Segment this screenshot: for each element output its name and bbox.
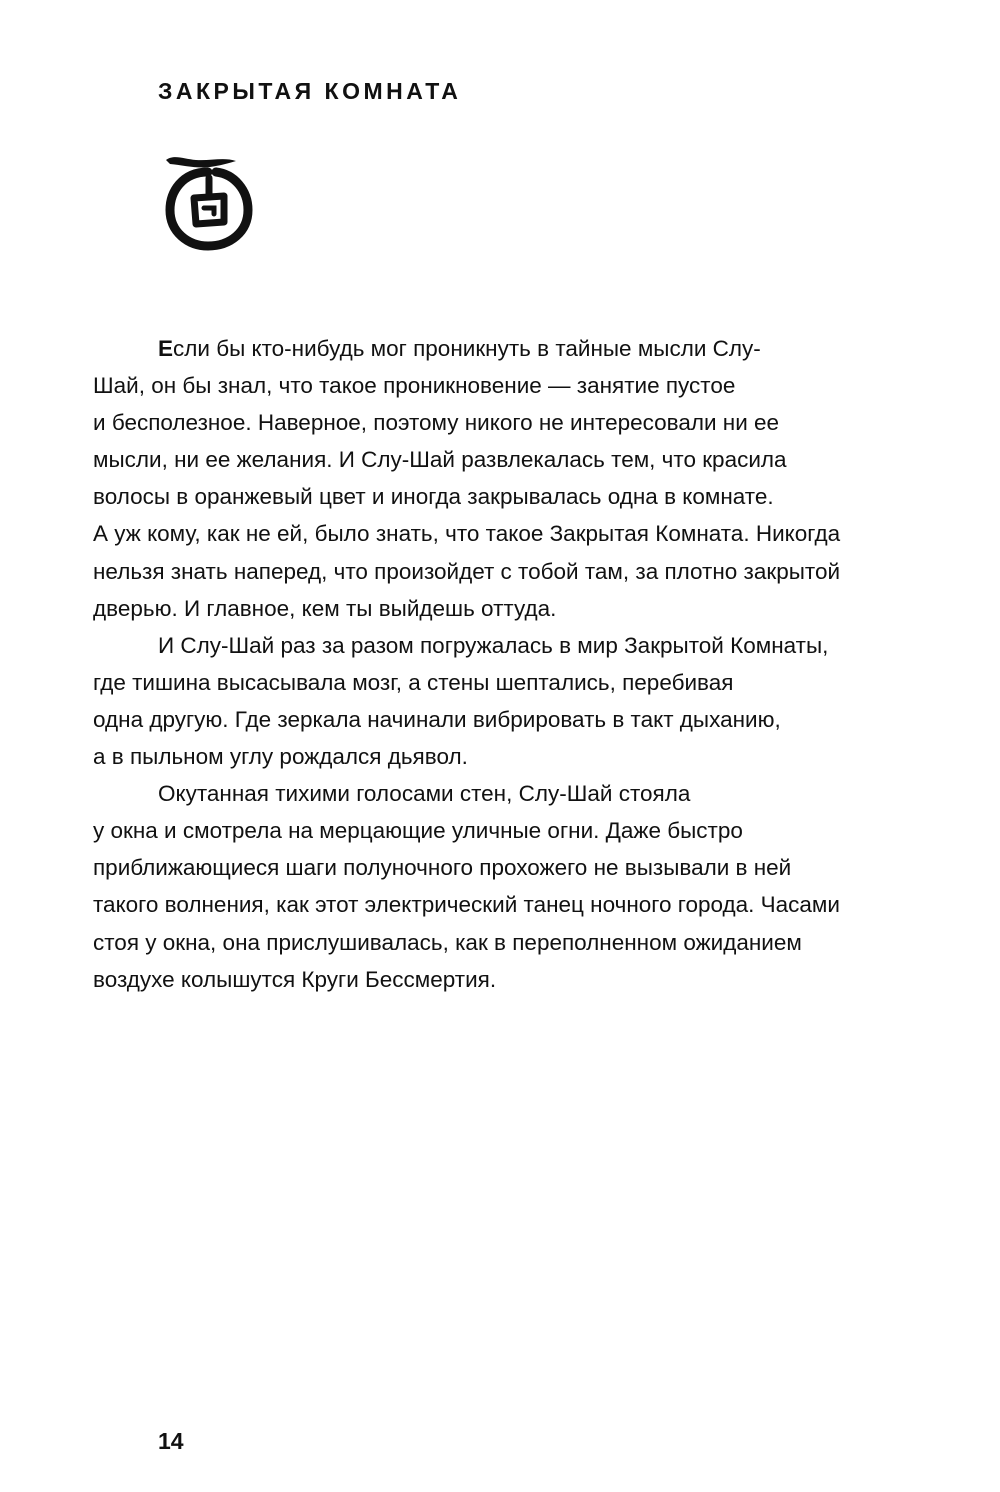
text-line: а в пыльном углу рождался дьявол. (93, 744, 468, 770)
text-line: А уж кому, как не ей, было знать, что такое Закрытая Комната. Никогда (93, 521, 841, 547)
text-line: Шай, он бы знал, что такое проникновение — занятие пустое (93, 373, 736, 399)
text-line: одна другую. Где зеркала начинали вибрировать в такт дыханию, (93, 706, 781, 732)
text-line (93, 330, 963, 367)
drop-cap: Е (158, 336, 174, 361)
body-text (93, 330, 963, 998)
text-line: такого волнения, как этот электрический танец ночного города. Часами (93, 892, 840, 918)
text-line: дверью. И главное, кем ты выйдешь оттуда. (93, 595, 557, 621)
text-line-rest: сли бы кто-нибудь мог проникнуть в тайные мысли Слу- (173, 336, 761, 361)
text-line: приближающиеся шаги полуночного прохожего не вызывали в ней (93, 855, 792, 881)
calligraphic-seal-icon (160, 150, 256, 254)
paragraph-1 (93, 330, 963, 627)
text-line: Окутанная тихими голосами стен, Слу-Шай стояла (158, 781, 691, 807)
text-line: мысли, ни ее желания. И Слу-Шай развлекалась тем, что красила (93, 447, 787, 473)
text-line: у окна и смотрела на мерцающие уличные огни. Даже быстро (93, 818, 743, 844)
paragraph-2 (93, 627, 963, 775)
text-line: нельзя знать наперед, что произойдет с тобой там, за плотно закрытой (93, 558, 841, 584)
text-line: стоя у окна, она прислушивалась, как в переполненном ожиданием (93, 929, 802, 955)
chapter-title: ЗАКРЫТАЯ КОМНАТА (158, 78, 462, 104)
text-line: волосы в оранжевый цвет и иногда закрывалась одна в комнате. (93, 484, 774, 510)
text-line: воздухе колышутся Круги Бессмертия. (93, 966, 497, 992)
page-number: 14 (158, 1428, 184, 1454)
text-line: и бесполезное. Наверное, поэтому никого не интересовали ни ее (93, 410, 780, 436)
paragraph-3 (93, 775, 963, 998)
text-line: где тишина высасывала мозг, а стены шептались, перебивая (93, 669, 734, 695)
text-line: И Слу-Шай раз за разом погружалась в мир Закрытой Комнаты, (158, 632, 829, 658)
